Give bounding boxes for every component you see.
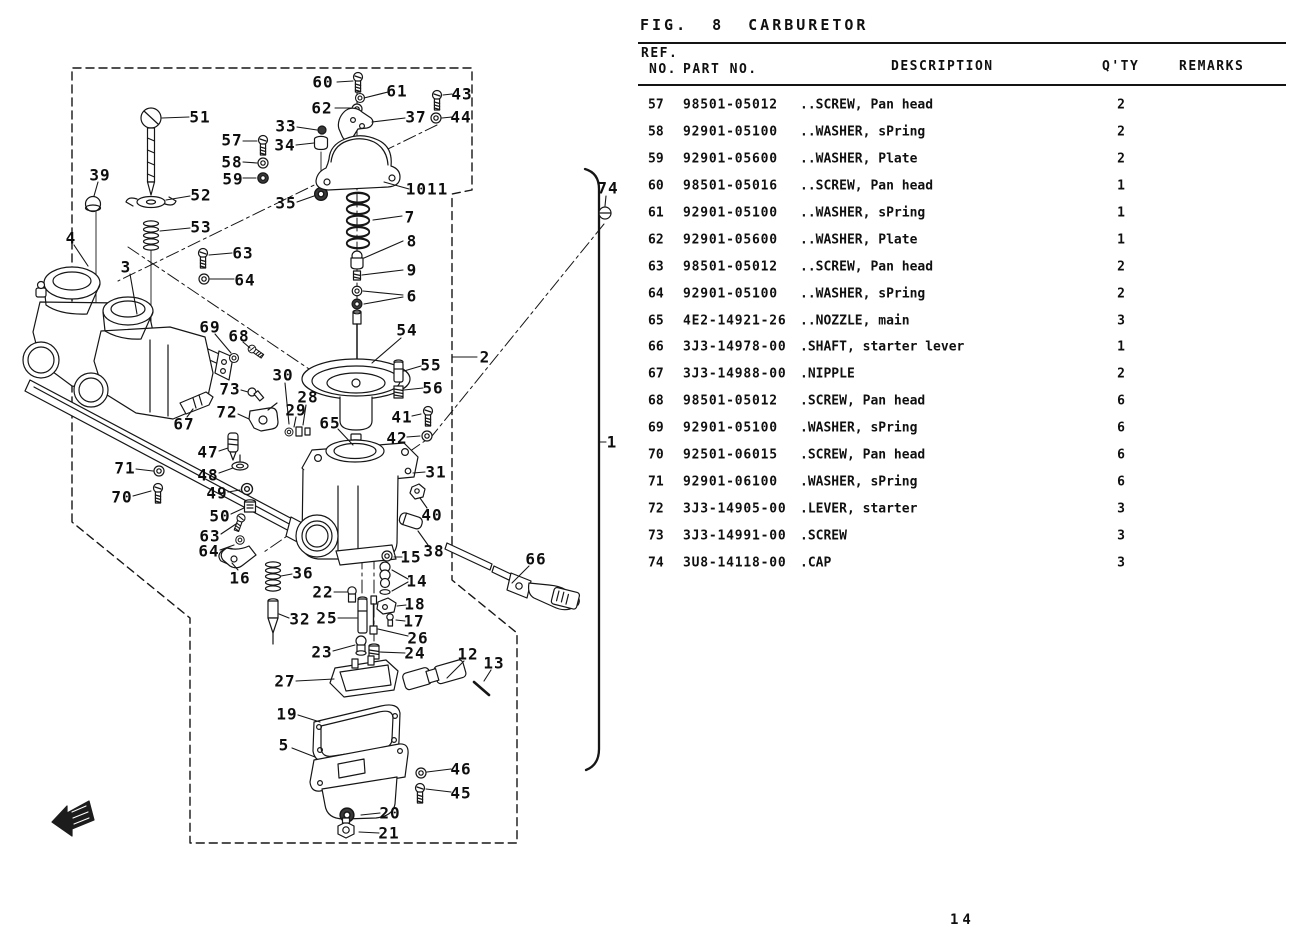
callout-number: 20 — [379, 803, 401, 823]
cell-desc: .LEVER, starter — [800, 501, 918, 517]
cell-qty: 6 — [1117, 393, 1125, 409]
callout-number: 29 — [285, 400, 307, 420]
cell-ref: 59 — [648, 151, 664, 167]
callout-number: 2 — [479, 347, 491, 367]
callout-leader — [219, 448, 228, 451]
cell-desc: ..WASHER, Plate — [800, 232, 918, 248]
callout-leader — [412, 414, 421, 416]
callout-leader — [209, 253, 232, 255]
cell-desc: ..WASHER, sPring — [800, 286, 926, 302]
table-rows — [638, 92, 1294, 576]
table-row — [638, 253, 1294, 280]
callout-number: 40 — [421, 505, 443, 525]
cell-part: 3J3-14988-00 — [683, 366, 787, 382]
callout-number: 62 — [311, 98, 333, 118]
callout-number: 31 — [425, 462, 447, 482]
callout-number: 73 — [219, 379, 241, 399]
callout-number: 21 — [378, 823, 400, 843]
boundary-dashes — [72, 68, 517, 843]
callout-number: 47 — [197, 442, 219, 462]
cell-qty: 2 — [1117, 97, 1125, 113]
callout-number: 68 — [228, 326, 250, 346]
callout-number: 25 — [316, 608, 338, 628]
callout-number: 66 — [525, 549, 547, 569]
callout-number: 37 — [405, 107, 427, 127]
callout-number: 48 — [197, 465, 219, 485]
cell-part: 92901-05100 — [683, 420, 778, 436]
cell-qty: 3 — [1117, 555, 1125, 571]
callout-leader — [281, 574, 292, 576]
callout-number: 36 — [292, 563, 314, 583]
callout-leader — [298, 715, 320, 722]
callout-number: 44 — [450, 107, 472, 127]
callout-number: 70 — [111, 487, 133, 507]
callout-number: 4 — [65, 228, 77, 248]
cell-ref: 72 — [648, 501, 664, 517]
callout-number: 67 — [173, 414, 195, 434]
title-rule — [638, 42, 1286, 44]
cell-qty: 6 — [1117, 420, 1125, 436]
callout-number: 16 — [229, 568, 251, 588]
cell-part: 92901-05100 — [683, 205, 778, 221]
callout-number: 56 — [422, 378, 444, 398]
callout-number: 17 — [403, 611, 425, 631]
cell-ref: 60 — [648, 178, 664, 194]
callout-leader — [362, 270, 403, 275]
cell-part: 98501-05016 — [683, 178, 778, 194]
table-row — [638, 388, 1294, 415]
cell-qty: 1 — [1117, 178, 1125, 194]
cell-qty: 3 — [1117, 528, 1125, 544]
callout-number: 61 — [386, 81, 408, 101]
callout-number: 60 — [312, 72, 334, 92]
callout-number: 7 — [404, 207, 416, 227]
cell-desc: ..SCREW, Pan head — [800, 97, 934, 113]
callout-leader — [363, 291, 403, 295]
cell-ref: 63 — [648, 259, 664, 275]
callout-number: 38 — [423, 541, 445, 561]
header-ref: REF. — [641, 46, 679, 61]
callout-number: 19 — [276, 704, 298, 724]
cell-ref: 57 — [648, 97, 664, 113]
table-row — [638, 173, 1294, 200]
cap-74 — [599, 207, 611, 219]
cell-ref: 66 — [648, 339, 664, 355]
callout-number: 53 — [190, 217, 212, 237]
callout-number: 18 — [404, 594, 426, 614]
callout-number: 39 — [89, 165, 111, 185]
table-row — [638, 415, 1294, 442]
callout-leader — [221, 524, 236, 534]
callout-number: 34 — [274, 135, 296, 155]
cell-part: 3J3-14978-00 — [683, 339, 787, 355]
cell-part: 4E2-14921-26 — [683, 313, 787, 329]
cell-qty: 2 — [1117, 259, 1125, 275]
callout-number: 64 — [198, 541, 220, 561]
cell-ref: 64 — [648, 286, 664, 302]
callout-number: 69 — [199, 317, 221, 337]
callout-number: 49 — [206, 483, 228, 503]
table-row — [638, 146, 1294, 173]
cell-part: 3U8-14118-00 — [683, 555, 787, 571]
callout-leader — [380, 652, 405, 653]
cell-desc: ..WASHER, sPring — [800, 124, 926, 140]
callout-number: 64 — [234, 270, 256, 290]
cell-part: 98501-05012 — [683, 393, 778, 409]
callout-number: 72 — [216, 402, 238, 422]
cell-part: 92901-05100 — [683, 124, 778, 140]
cell-desc: ..NOZZLE, main — [800, 313, 910, 329]
callout-number: 28 — [297, 387, 319, 407]
cell-desc: .NIPPLE — [800, 366, 855, 382]
cell-ref: 71 — [648, 474, 664, 490]
parts-table — [638, 0, 1294, 940]
callout-number: 23 — [311, 642, 333, 662]
callout-leader — [333, 645, 355, 651]
cell-qty: 1 — [1117, 205, 1125, 221]
callout-leader — [404, 366, 421, 371]
page-number: 14 — [950, 912, 975, 928]
table-row — [638, 334, 1294, 361]
callout-leader — [238, 414, 249, 419]
callout-leader — [359, 832, 379, 833]
table-row — [638, 549, 1294, 576]
cell-desc: ..WASHER, sPring — [800, 205, 926, 221]
cell-ref: 69 — [648, 420, 664, 436]
figure-label: FIG. — [640, 16, 689, 34]
cell-desc: .CAP — [800, 555, 832, 571]
table-row — [638, 307, 1294, 334]
callout-leader — [297, 127, 317, 130]
cell-ref: 74 — [648, 555, 664, 571]
table-row — [638, 361, 1294, 388]
callout-leader — [219, 468, 233, 473]
callout-number: 58 — [221, 152, 243, 172]
header-part-no: PART NO. — [683, 62, 758, 77]
callout-number: 71 — [114, 458, 136, 478]
cell-part: 3J3-14991-00 — [683, 528, 787, 544]
callout-leader — [372, 338, 401, 363]
callout-number: 15 — [400, 547, 422, 567]
callout-number: 9 — [406, 260, 418, 280]
callout-number: 27 — [274, 671, 296, 691]
cell-ref: 68 — [648, 393, 664, 409]
callout-number: 65 — [319, 413, 341, 433]
table-row — [638, 280, 1294, 307]
callout-number: 46 — [450, 759, 472, 779]
table-row — [638, 468, 1294, 495]
callout-leader — [243, 162, 257, 163]
callout-leader — [297, 196, 314, 202]
cell-ref: 65 — [648, 313, 664, 329]
callout-number: 1 — [606, 432, 618, 452]
callout-number: 57 — [221, 130, 243, 150]
callout-leader — [426, 789, 451, 792]
callout-leader — [133, 491, 151, 496]
callout-number: 42 — [386, 428, 408, 448]
callout-number: 22 — [312, 582, 334, 602]
figure-name: CARBURETOR — [748, 16, 869, 34]
cell-qty: 2 — [1117, 124, 1125, 140]
cell-desc: ..SCREW, Pan head — [800, 259, 934, 275]
cell-qty: 1 — [1117, 339, 1125, 355]
cell-part: 98501-05012 — [683, 259, 778, 275]
cell-qty: 1 — [1117, 232, 1125, 248]
cell-part: 92501-06015 — [683, 447, 778, 463]
callout-leader — [74, 245, 88, 266]
callout-leader — [372, 118, 405, 122]
callout-leader — [296, 679, 334, 681]
header-qty: Q'TY — [1102, 59, 1140, 74]
callout-leader — [373, 216, 402, 220]
table-row — [638, 200, 1294, 227]
cell-desc: .WASHER, sPring — [800, 474, 918, 490]
cell-part: 98501-05012 — [683, 97, 778, 113]
cell-qty: 2 — [1117, 366, 1125, 382]
callout-number: 63 — [199, 526, 221, 546]
float-bowl-parts — [219, 548, 489, 838]
callout-leader — [427, 769, 451, 772]
cell-qty: 2 — [1117, 286, 1125, 302]
header-remarks: REMARKS — [1179, 59, 1245, 74]
cell-part: 92901-05600 — [683, 151, 778, 167]
cell-qty: 6 — [1117, 474, 1125, 490]
callout-number: 26 — [407, 628, 429, 648]
callout-leader — [241, 390, 248, 392]
callout-number: 45 — [450, 783, 472, 803]
callout-number: 74 — [597, 178, 619, 198]
callout-number: 14 — [406, 571, 428, 591]
callout-leader — [136, 469, 153, 471]
header-rule — [638, 84, 1286, 86]
cell-desc: ..SCREW, Pan head — [800, 178, 934, 194]
callout-leader — [364, 92, 388, 98]
figure-number: 8 — [712, 16, 725, 34]
header-no: NO. — [649, 62, 677, 77]
callout-number: 6 — [406, 286, 418, 306]
callout-leader — [279, 614, 289, 618]
callout-number: 8 — [406, 231, 418, 251]
callout-number: 33 — [275, 116, 297, 136]
cell-ref: 61 — [648, 205, 664, 221]
callout-number: 55 — [420, 355, 442, 375]
table-row — [638, 92, 1294, 119]
callout-number: 24 — [404, 643, 426, 663]
callout-number: 12 — [457, 644, 479, 664]
cell-part: 92901-05100 — [683, 286, 778, 302]
callout-number: 59 — [222, 169, 244, 189]
callout-number: 63 — [232, 243, 254, 263]
table-row — [638, 119, 1294, 146]
cell-ref: 62 — [648, 232, 664, 248]
cell-desc: .SCREW, Pan head — [800, 393, 926, 409]
callout-number: 52 — [190, 185, 212, 205]
table-row — [638, 495, 1294, 522]
vacuum-chamber-parts — [285, 73, 442, 472]
callout-number: 32 — [289, 609, 311, 629]
cell-part: 3J3-14905-00 — [683, 501, 787, 517]
callout-leader — [337, 81, 353, 82]
callout-leader — [407, 436, 420, 437]
callout-number: 50 — [209, 506, 231, 526]
callout-leader — [605, 196, 606, 206]
callout-number: 35 — [275, 193, 297, 213]
cell-qty: 3 — [1117, 313, 1125, 329]
callout-leader — [296, 143, 314, 145]
header-description: DESCRIPTION — [891, 59, 994, 74]
callout-leader — [404, 388, 423, 390]
cell-desc: .WASHER, sPring — [800, 420, 918, 436]
cell-part: 92901-06100 — [683, 474, 778, 490]
cell-qty: 3 — [1117, 501, 1125, 517]
table-row — [638, 442, 1294, 469]
callout-number: 3 — [120, 257, 132, 277]
cell-desc: ..WASHER, Plate — [800, 151, 918, 167]
table-row — [638, 522, 1294, 549]
callout-number: 51 — [189, 107, 211, 127]
callout-number: 30 — [272, 365, 294, 385]
callout-number: 41 — [391, 407, 413, 427]
figure-title — [640, 16, 868, 34]
callout-number: 54 — [396, 320, 418, 340]
callout-leader — [364, 297, 403, 304]
callout-leader — [292, 748, 315, 757]
carburetor-body — [296, 440, 425, 565]
callout-number: 13 — [483, 653, 505, 673]
starter-shaft-66 — [445, 543, 580, 610]
cell-desc: .SHAFT, starter lever — [800, 339, 965, 355]
cell-desc: .SCREW, Pan head — [800, 447, 926, 463]
cell-ref: 58 — [648, 124, 664, 140]
carburetor-bank — [23, 267, 308, 545]
bracket-item-1 — [585, 169, 599, 770]
exploded-parts-diagram — [0, 0, 640, 940]
table-row — [638, 226, 1294, 253]
cell-qty: 2 — [1117, 151, 1125, 167]
cell-ref: 73 — [648, 528, 664, 544]
cell-part: 92901-05600 — [683, 232, 778, 248]
cell-ref: 70 — [648, 447, 664, 463]
cell-qty: 6 — [1117, 447, 1125, 463]
callout-number: 5 — [278, 735, 290, 755]
callout-leader — [162, 117, 189, 118]
callout-number: 1011 — [405, 179, 449, 199]
cell-desc: .SCREW — [800, 528, 847, 544]
callout-leader — [231, 508, 244, 514]
callout-number: 43 — [451, 84, 473, 104]
fwd-arrow-icon — [52, 801, 94, 836]
callout-leader — [160, 228, 190, 231]
cell-ref: 67 — [648, 366, 664, 382]
